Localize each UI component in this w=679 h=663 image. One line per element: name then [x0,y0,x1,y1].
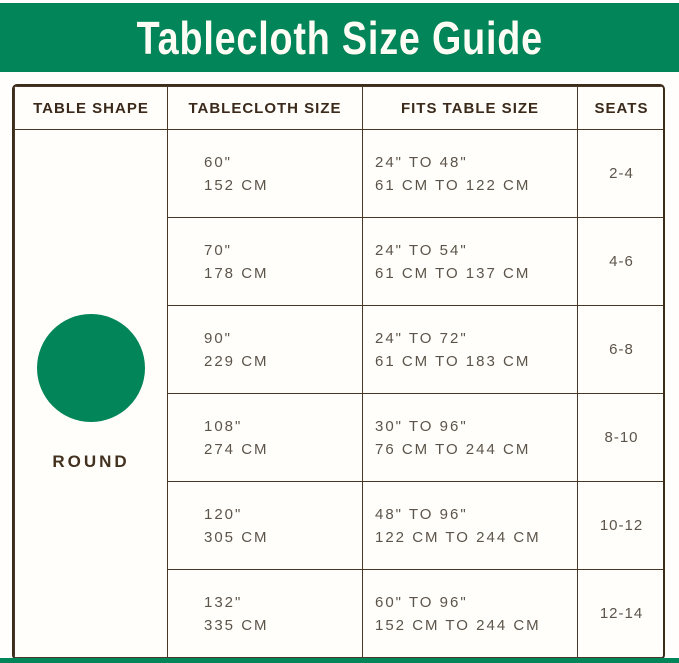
column-header-tablecloth-size: TABLECLOTH SIZE [168,87,363,130]
fits-table-size-cell [363,570,578,658]
fits-table-size-cell-line: 76 CM TO 244 CM [375,440,531,458]
seats-cell [578,482,666,570]
tablecloth-size-cell [168,394,363,482]
column-header-table-shape: TABLE SHAPE [15,87,168,130]
fits-table-size-cell-line: 61 CM TO 183 CM [375,352,531,370]
fits-table-size-cell-line: 61 CM TO 137 CM [375,264,531,282]
tablecloth-size-cell [168,306,363,394]
size-guide-table-frame [12,84,665,660]
title-band [0,3,679,72]
tablecloth-size-cell-line: 305 CM [204,528,269,546]
seats-cell-line: 6-8 [609,341,634,358]
tablecloth-size-cell-line: 152 CM [204,176,269,194]
tablecloth-size-cell-line: 108" [204,417,243,435]
fits-table-size-cell [363,130,578,218]
fits-table-size-cell-line: 60" TO 96" [375,593,468,611]
tablecloth-size-cell-line: 120" [204,505,243,523]
fits-table-size-cell [363,394,578,482]
tablecloth-size-cell-line: 70" [204,241,233,259]
seats-cell [578,130,666,218]
table-shape-cell [15,130,168,658]
fits-table-size-cell-line: 24" TO 72" [375,329,468,347]
tablecloth-size-cell-line: 178 CM [204,264,269,282]
fits-table-size-cell [363,218,578,306]
fits-table-size-cell-line: 30" TO 96" [375,417,468,435]
tablecloth-size-cell [168,218,363,306]
tablecloth-size-cell-line: 274 CM [204,440,269,458]
fits-table-size-cell-line: 24" TO 54" [375,241,468,259]
seats-cell [578,394,666,482]
fits-table-size-cell-line: 24" TO 48" [375,153,468,171]
column-header-fits-table-size: FITS TABLE SIZE [363,87,578,130]
column-header-seats: SEATS [578,87,666,130]
seats-cell [578,306,666,394]
tablecloth-size-cell-line: 229 CM [204,352,269,370]
bottom-brand-strip [0,658,679,663]
seats-cell [578,218,666,306]
fits-table-size-cell [363,306,578,394]
table-body [15,130,666,658]
tablecloth-size-cell-line: 60" [204,153,233,171]
tablecloth-size-cell [168,570,363,658]
seats-cell-line: 8-10 [604,429,639,446]
seats-cell-line: 12-14 [599,605,644,622]
table-row [15,130,666,218]
tablecloth-size-cell [168,130,363,218]
tablecloth-size-cell-line: 132" [204,593,243,611]
fits-table-size-cell-line: 152 CM TO 244 CM [375,616,541,634]
fits-table-size-cell-line: 48" TO 96" [375,505,468,523]
seats-cell-line: 4-6 [609,253,634,270]
page-title: Tablecloth Size Guide [136,11,543,64]
shape-label: ROUND [52,451,130,471]
round-circle-icon [37,314,145,422]
tablecloth-size-cell-line: 335 CM [204,616,269,634]
seats-cell-line: 2-4 [609,165,634,182]
size-guide-table [14,86,665,658]
seats-cell [578,570,666,658]
fits-table-size-cell [363,482,578,570]
tablecloth-size-cell-line: 90" [204,329,233,347]
seats-cell-line: 10-12 [599,517,644,534]
header-row [15,87,666,130]
fits-table-size-cell-line: 122 CM TO 244 CM [375,528,541,546]
tablecloth-size-cell [168,482,363,570]
fits-table-size-cell-line: 61 CM TO 122 CM [375,176,531,194]
